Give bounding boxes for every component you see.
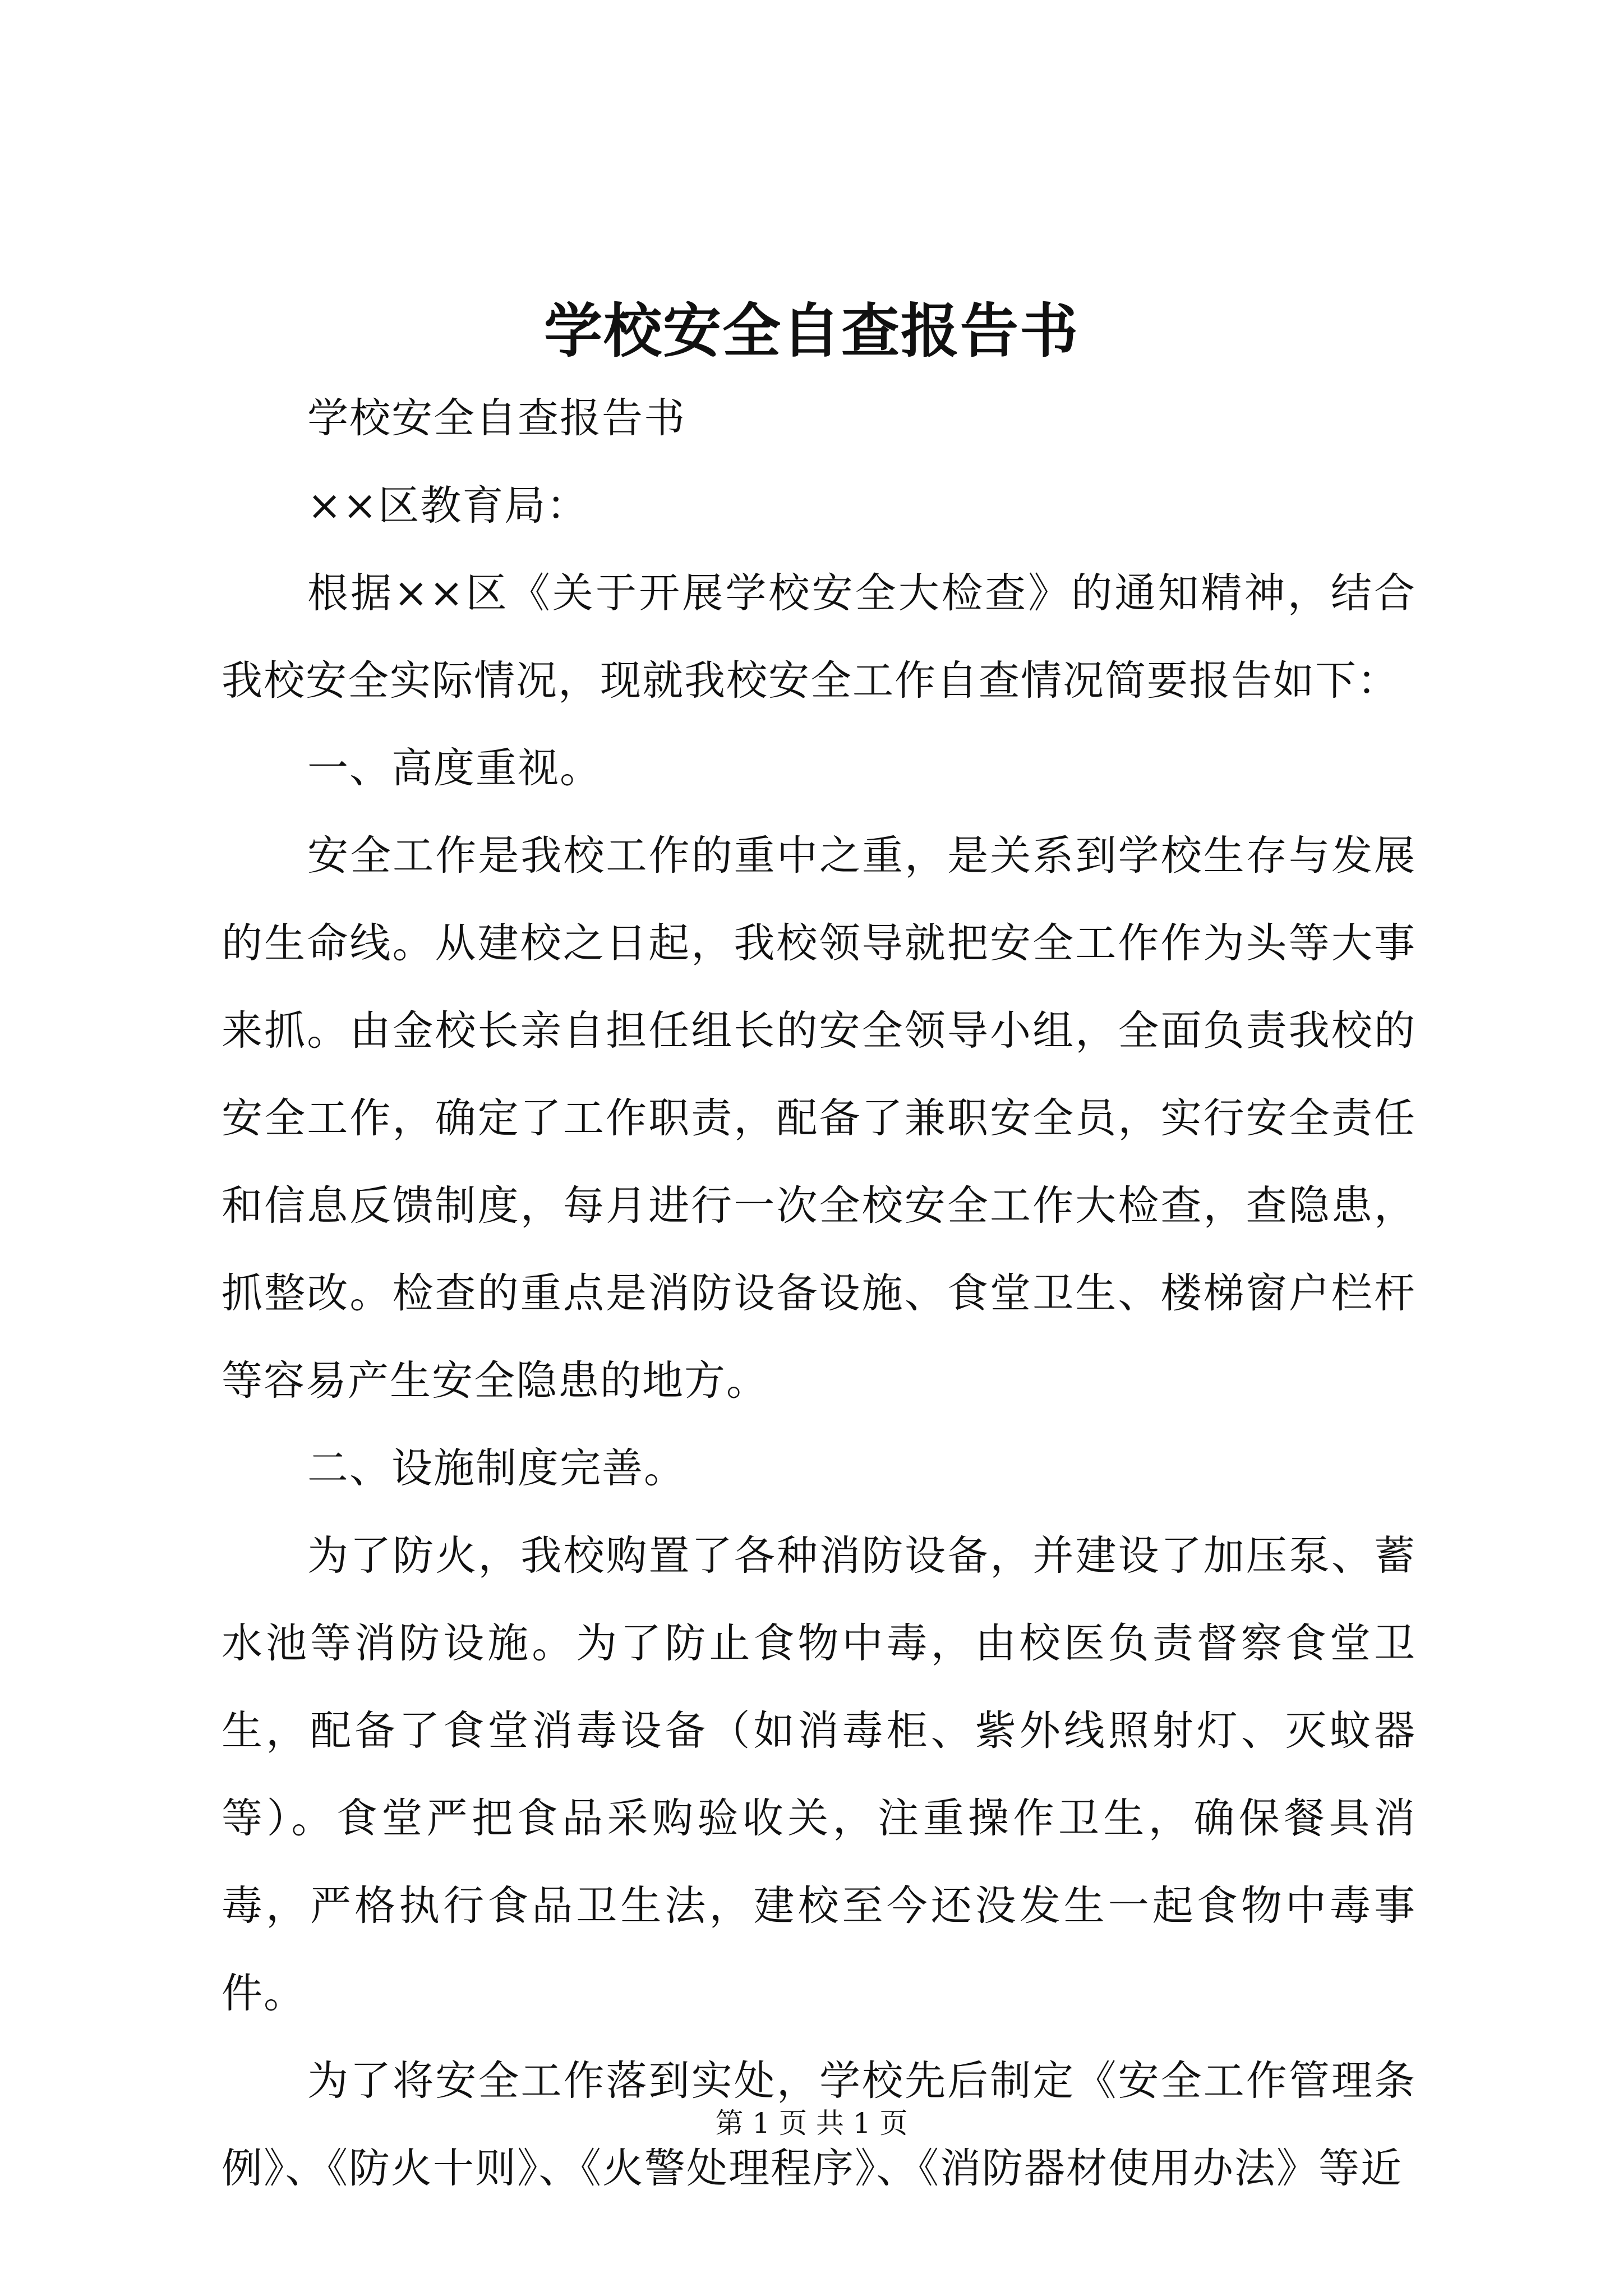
paragraph-section-2: 为了防火，我校购置了各种消防设备，并建设了加压泵、蓄水池等消防设施。为了防止食物中毒，由校医负责督察食堂卫生，配备了食堂消毒设备（如消毒柜、紫外线照射灯、灭蚊器等）。食堂严把食品采购验收关，注重操作卫生，确保餐具消毒，严格执行食品卫生法，建校至今还没发生一起食物中毒事件。 <box>222 1532 1416 2017</box>
paragraph-addressee: ××区教育局： <box>307 482 589 530</box>
paragraph-section-1: 安全工作是我校工作的重中之重，是关系到学校生存与发展的生命线。从建校之日起，我校领导就把安全工作作为头等大事来抓。由金校长亲自担任组长的安全领导小组，全面负责我校的安全工作，确定了工作职责，配备了兼职安全员，实行安全责任和信息反馈制度，每月进行一次全校安全工作大检查，查隐患，抓整改。检查的重点是消防设备设施、食堂卫生、楼梯窗户栏杆等容易产生安全隐患的地方。 <box>222 832 1416 1405</box>
page-number-footer: 第 1 页 共 1 页 <box>715 2107 908 2139</box>
document-body <box>222 375 1416 2212</box>
document-title: 学校安全自查报告书 <box>543 296 1079 365</box>
section-heading-1: 一、高度重视。 <box>307 744 602 792</box>
paragraph-section-2-rules: 为了将安全工作落到实处，学校先后制定《安全工作管理条例》、《防火十则》、《火警处理程序》、《消防器材使用办法》等近 <box>222 2057 1416 2192</box>
section-heading-2: 二、设施制度完善。 <box>307 1444 686 1492</box>
paragraph-intro: 根据××区《关于开展学校安全大检查》的通知精神，结合我校安全实际情况，现就我校安全工作自查情况简要报告如下： <box>222 569 1416 705</box>
paragraph-subtitle: 学校安全自查报告书 <box>307 394 686 442</box>
